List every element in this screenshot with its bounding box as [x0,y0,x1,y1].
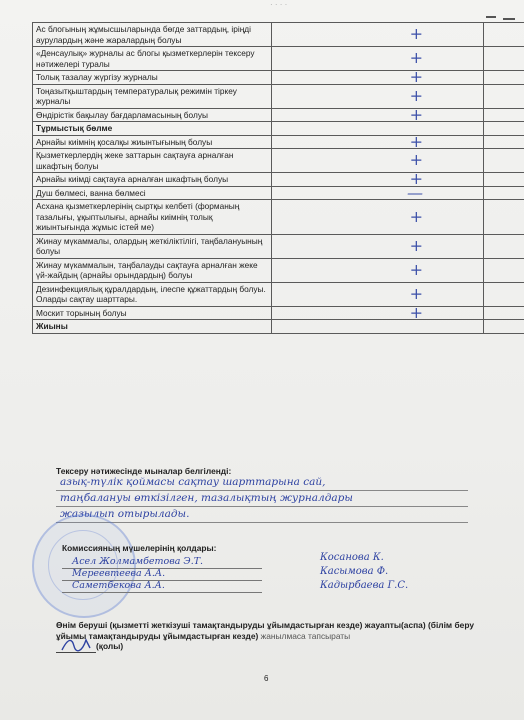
check-mark: + [272,149,484,173]
criterion-text: Тоңазытқыштардың температуралық режимін тіркеу журналы [33,84,272,108]
committee-signature: Кадырбаева Г.С. [320,580,409,591]
check-mark [272,320,484,334]
check-mark: + [272,200,484,235]
table-row [33,306,524,320]
empty-cell [484,122,524,136]
signature-line [62,592,262,593]
table-row [33,135,524,149]
empty-cell [484,258,524,282]
empty-cell [484,282,524,306]
criterion-text: Жиыны [33,320,272,334]
findings-line [56,506,468,507]
table-row [33,149,524,173]
criterion-text: Асхана қызметкерлерінің сыртқы келбеті (форманың тазалығы, ұқыптылығы, арнайы киімнің толық жиынтығында жұмыс істей ме) [33,200,272,235]
empty-cell [484,186,524,200]
criterion-text: Арнайы киімнің қосалқы жиынтығының болуы [33,135,272,149]
faint-header-mark: · · · · [270,0,288,9]
check-mark: + [272,173,484,187]
table-row [33,173,524,187]
table-row [33,108,524,122]
empty-cell [484,320,524,334]
criterion-text: Москит торының болуы [33,306,272,320]
committee-signature: Косанова К. [320,552,384,563]
table-section-row [33,122,524,136]
signature-line [56,652,96,653]
empty-cell [484,135,524,149]
criterion-text: Душ бөлмесі, ванна бөлмесі [33,186,272,200]
findings-line [56,522,468,523]
table-row [33,84,524,108]
committee-signature: Саметбекова А.А. [72,580,165,591]
empty-cell [484,173,524,187]
empty-cell [484,234,524,258]
criterion-text: Жинау мүкаммалы, олардың жеткіліктілігі, таңбалануының болуы [33,234,272,258]
findings-handwriting: жазылып отырылады. [60,508,190,520]
empty-cell [484,23,524,47]
supplier-signature [60,636,94,658]
committee-signature: Касымова Ф. [320,566,389,577]
check-mark: + [272,282,484,306]
criterion-text: Өндірістік бақылау бағдарламасының болуы [33,108,272,122]
supplier-text-faint: жанылмаса тапсыраты [258,630,351,641]
empty-cell [484,149,524,173]
check-mark: + [272,306,484,320]
findings-handwriting: азық-түлік қоймасы сақтау шарттарына сай, [60,476,326,488]
table-row [33,47,524,71]
criterion-text: Арнайы киімді сақтауға арналған шкафтың болуы [33,173,272,187]
corner-mark [486,16,496,18]
findings-label: Тексеру нәтижесінде мыналар белгіленді: [56,466,232,476]
page-number: 6 [264,674,269,683]
criterion-text: Толық тазалау жүргізу журналы [33,71,272,85]
findings-line [56,490,468,491]
supplier-text-bold: Өнім беруші (қызметті жеткізуші тамақтандыруды ұйымдастырған кезде) жауапты(аспа) (білім беру ұйымы тамақтандыруды ұйымдастырған кезде) [56,620,474,641]
check-mark: + [272,84,484,108]
table-row [33,200,524,235]
check-mark: + [272,234,484,258]
check-mark: + [272,135,484,149]
empty-cell [484,84,524,108]
committee-label: Комиссияның мүшелерінің қолдары: [62,543,217,553]
table-row [33,282,524,306]
checklist-table [32,22,524,334]
table-section-row [33,320,524,334]
supplier-responsible-text [56,620,474,652]
corner-mark [503,18,515,20]
check-mark [272,122,484,136]
check-mark: + [272,71,484,85]
table-row [33,234,524,258]
table-row [33,258,524,282]
sign-label: (қолы) [96,641,124,651]
criterion-text: Қызметкерлердің жеке заттарын сақтауға арналған шкафтың болуы [33,149,272,173]
check-mark: + [272,23,484,47]
empty-cell [484,306,524,320]
criterion-text: Дезинфекциялық құралдардың, ілеспе құжаттардың болуы. Оларды сақтау шарттары. [33,282,272,306]
findings-handwriting: таңбалануы өткізілген, тазалықтың журналдары [60,492,353,504]
check-mark: + [272,47,484,71]
criterion-text: Жинау мүкаммалын, таңбалауды сақтауға арналған жеке үй-жайдың (арнайы орындардың) болуы [33,258,272,282]
criterion-text: «Денсаулық» журналы ас блогы қызметкерлерін тексеру нәтижелері туралы [33,47,272,71]
check-mark: — [272,186,484,200]
empty-cell [484,47,524,71]
empty-cell [484,71,524,85]
committee-signature: Асел Жолмамбетова Э.Т. [72,556,204,567]
table-row [33,186,524,200]
criterion-text: Ас блогының жұмысшыларында бөгде заттардың, іріңді аурулардың және жаралардың болуы [33,23,272,47]
criterion-text: Тұрмыстық бөлме [33,122,272,136]
table-row [33,23,524,47]
empty-cell [484,200,524,235]
table-row [33,71,524,85]
check-mark: + [272,108,484,122]
empty-cell [484,108,524,122]
check-mark: + [272,258,484,282]
committee-signature: Мереевтеева А.А. [72,568,166,579]
